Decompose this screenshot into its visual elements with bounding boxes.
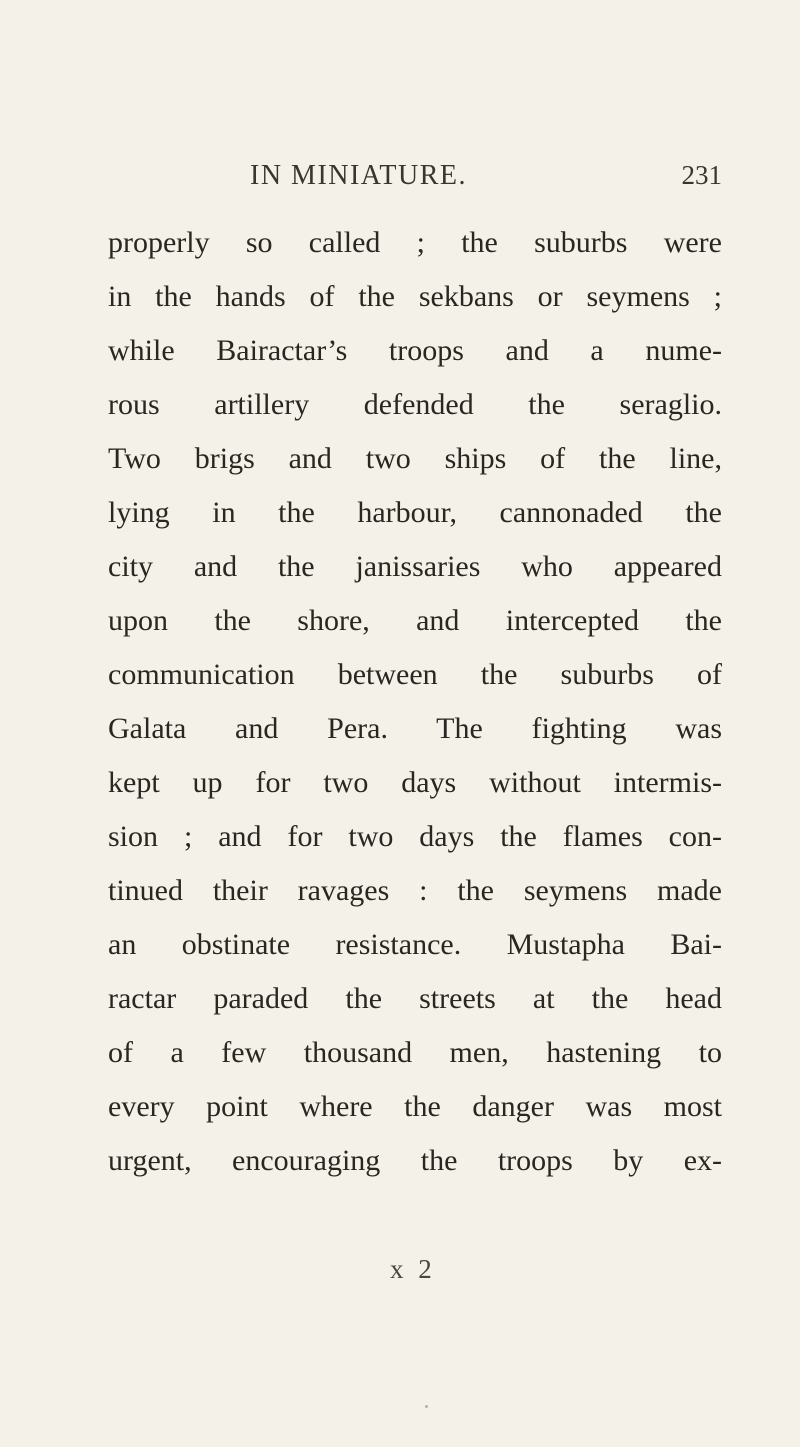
body-text bbox=[108, 216, 722, 1188]
running-head-title: IN MINIATURE. bbox=[250, 160, 468, 191]
text-line: every point where the danger was most bbox=[108, 1090, 722, 1123]
text-line: tinued their ravages : the seymens made bbox=[108, 874, 722, 907]
text-line: sion ; and for two days the flames con- bbox=[108, 820, 722, 853]
text-line: city and the janissaries who appeared bbox=[108, 550, 722, 583]
page-number: 231 bbox=[681, 160, 722, 190]
text-line: rous artillery defended the seraglio. bbox=[108, 388, 722, 421]
paper-speck bbox=[425, 1405, 428, 1408]
text-line: kept up for two days without intermis- bbox=[108, 766, 722, 799]
text-line: an obstinate resistance. Mustapha Bai- bbox=[108, 928, 722, 961]
text-line: communication between the suburbs of bbox=[108, 658, 722, 691]
text-line: of a few thousand men, hastening to bbox=[108, 1036, 722, 1069]
text-line: upon the shore, and intercepted the bbox=[108, 604, 722, 637]
text-line: properly so called ; the suburbs were bbox=[108, 226, 722, 259]
text-line: Two brigs and two ships of the line, bbox=[108, 442, 722, 475]
running-head bbox=[108, 160, 722, 200]
text-line: Galata and Pera. The fighting was bbox=[108, 712, 722, 745]
text-line: ractar paraded the streets at the head bbox=[108, 982, 722, 1015]
text-line: in the hands of the sekbans or seymens ; bbox=[108, 280, 722, 313]
signature-mark: x 2 bbox=[390, 1254, 436, 1284]
text-line: while Bairactar’s troops and a nume- bbox=[108, 334, 722, 367]
text-line: urgent, encouraging the troops by ex- bbox=[108, 1144, 722, 1177]
text-line: lying in the harbour, cannonaded the bbox=[108, 496, 722, 529]
